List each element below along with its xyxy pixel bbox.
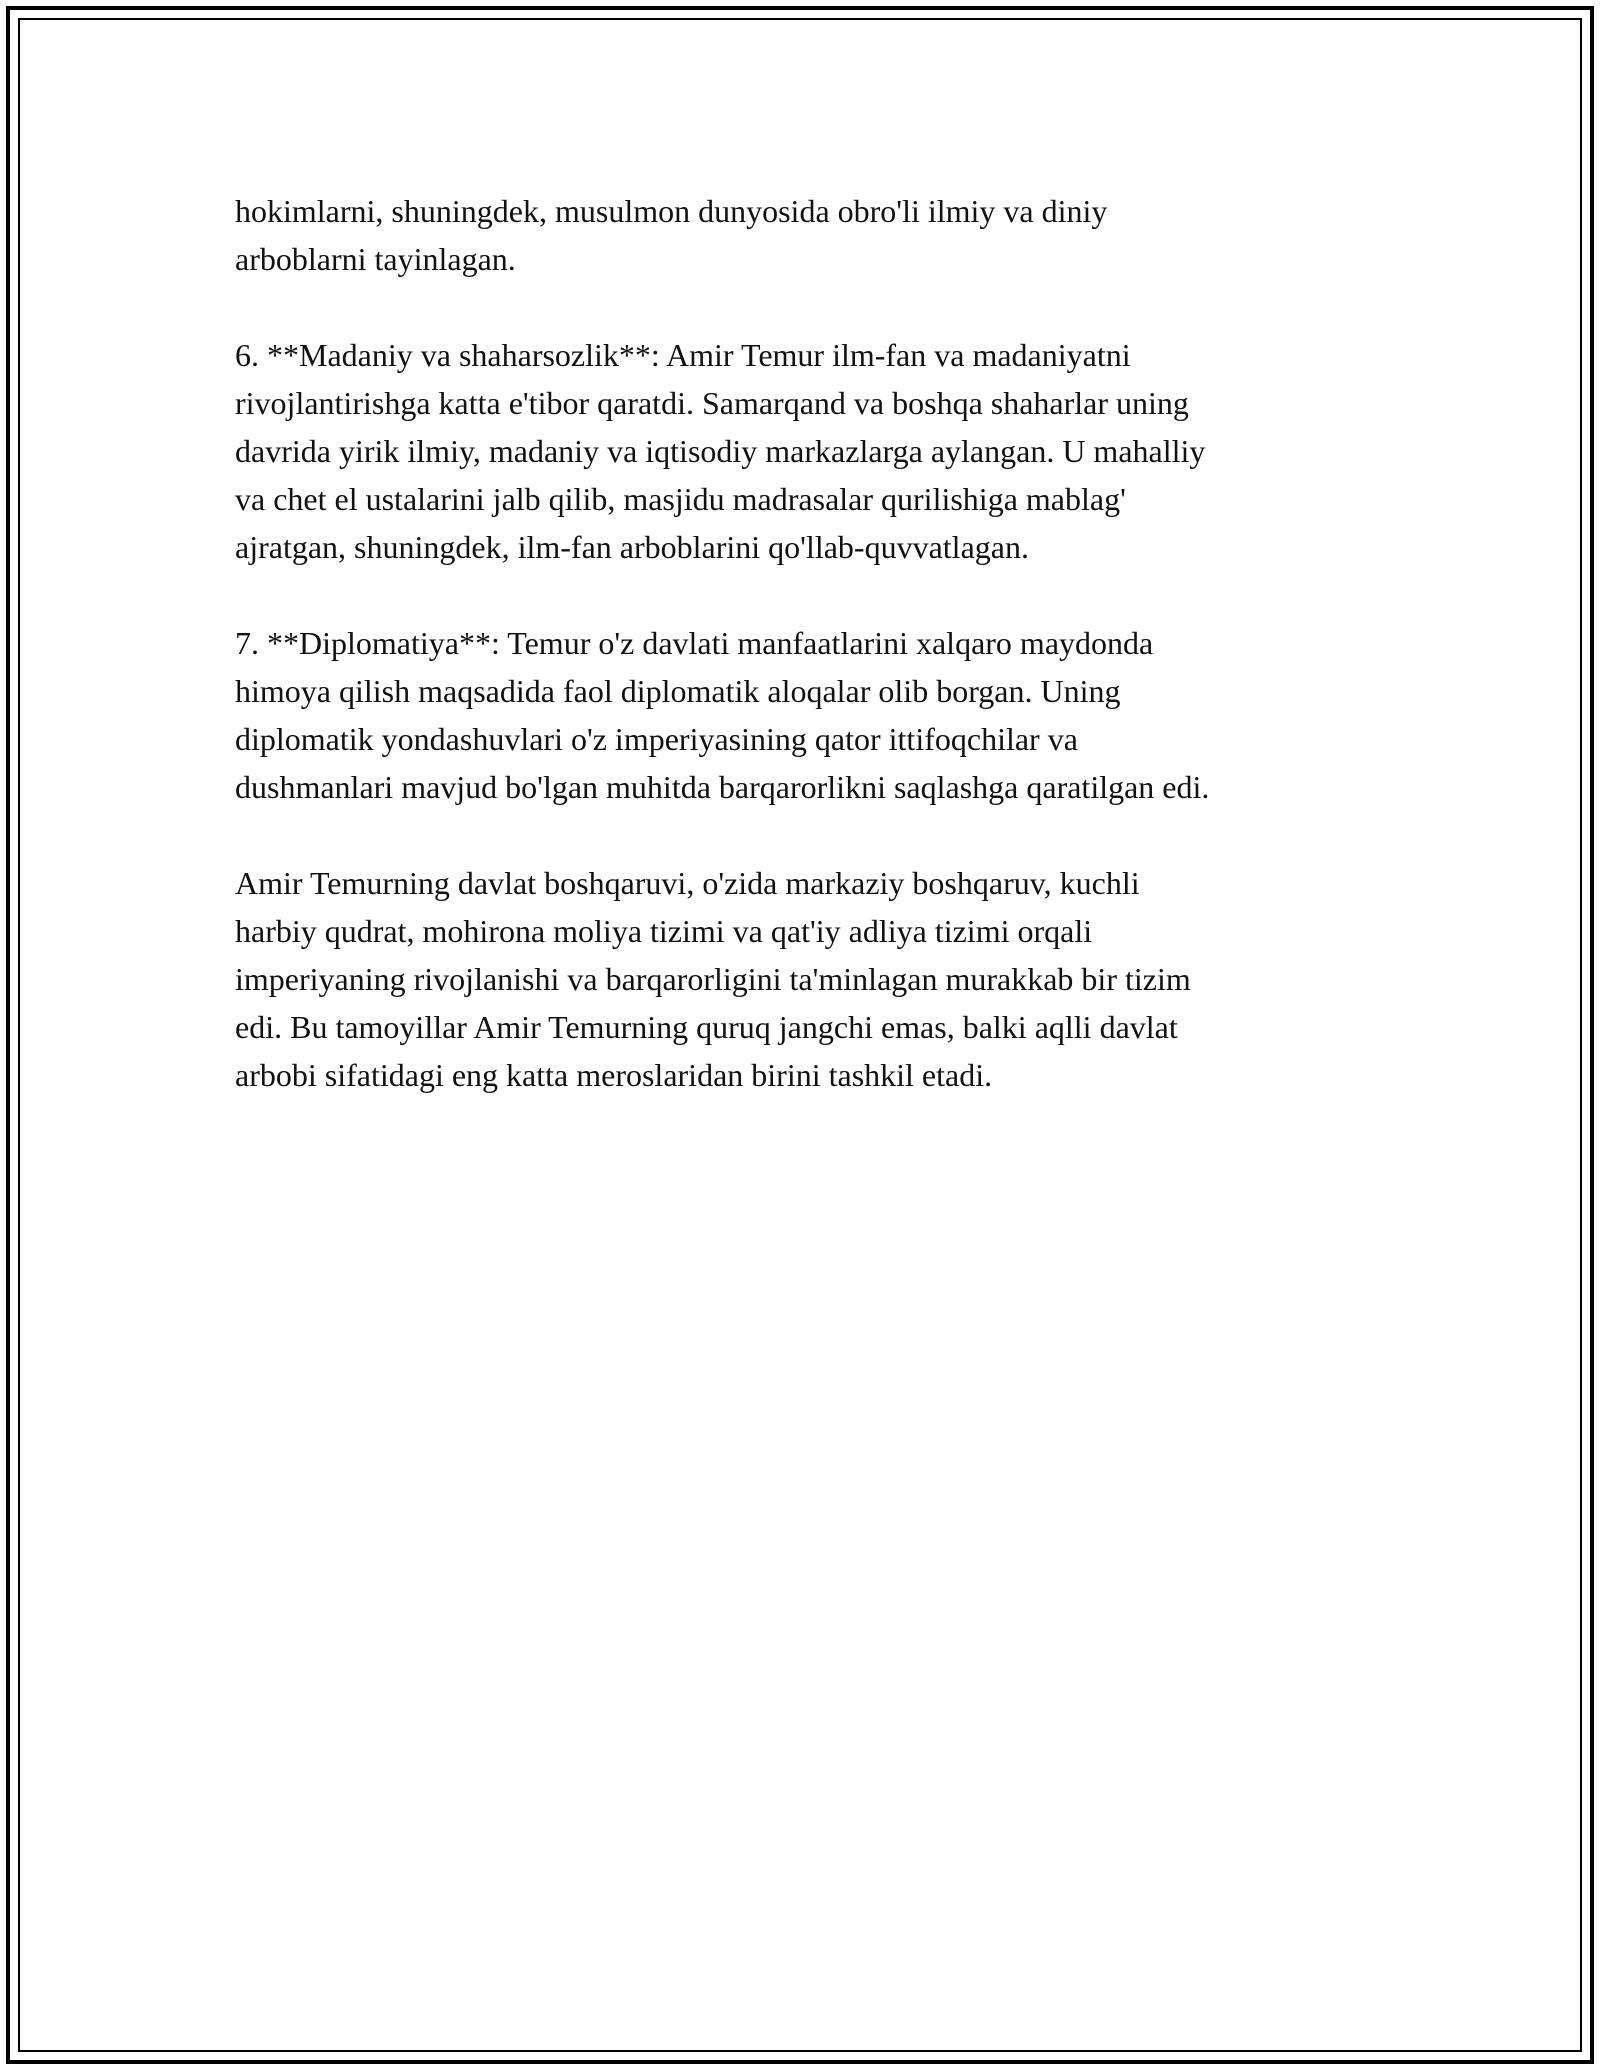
paragraph-madaniy — [235, 331, 1375, 571]
text-line: harbiy qudrat, mohirona moliya tizimi va qat'iy adliya tizimi orqali — [235, 913, 1093, 949]
text-line: va chet el ustalarini jalb qilib, masjidu madrasalar qurilishiga mablag' — [235, 481, 1126, 517]
document-body — [235, 187, 1375, 1147]
text-line: arbobi sifatidagi eng katta meroslaridan birini tashkil etadi. — [235, 1057, 993, 1093]
paragraph-diplomatiya — [235, 619, 1375, 811]
text-line: 7. **Diplomatiya**: Temur o'z davlati manfaatlarini xalqaro maydonda — [235, 625, 1154, 661]
text-line: davrida yirik ilmiy, madaniy va iqtisodiy markazlarga aylangan. U mahalliy — [235, 433, 1206, 469]
text-line: 6. **Madaniy va shaharsozlik**: Amir Temur ilm-fan va madaniyatni — [235, 337, 1131, 373]
paragraph-continuation — [235, 187, 1375, 283]
text-line: arboblarni tayinlagan. — [235, 241, 516, 277]
text-line: himoya qilish maqsadida faol diplomatik aloqalar olib borgan. Uning — [235, 673, 1121, 709]
text-line: dushmanlari mavjud bo'lgan muhitda barqarorlikni saqlashga qaratilgan edi. — [235, 769, 1210, 805]
text-line: imperiyaning rivojlanishi va barqarorligini ta'minlagan murakkab bir tizim — [235, 961, 1191, 997]
paragraph-conclusion — [235, 859, 1375, 1099]
text-line: Amir Temurning davlat boshqaruvi, o'zida markaziy boshqaruv, kuchli — [235, 865, 1140, 901]
text-line: ajratgan, shuningdek, ilm-fan arboblarini qo'llab-quvvatlagan. — [235, 529, 1029, 565]
text-line: diplomatik yondashuvlari o'z imperiyasining qator ittifoqchilar va — [235, 721, 1078, 757]
text-line: edi. Bu tamoyillar Amir Temurning quruq jangchi emas, balki aqlli davlat — [235, 1009, 1178, 1045]
text-line: hokimlarni, shuningdek, musulmon dunyosida obro'li ilmiy va diniy — [235, 193, 1108, 229]
text-line: rivojlantirishga katta e'tibor qaratdi. Samarqand va boshqa shaharlar uning — [235, 385, 1189, 421]
